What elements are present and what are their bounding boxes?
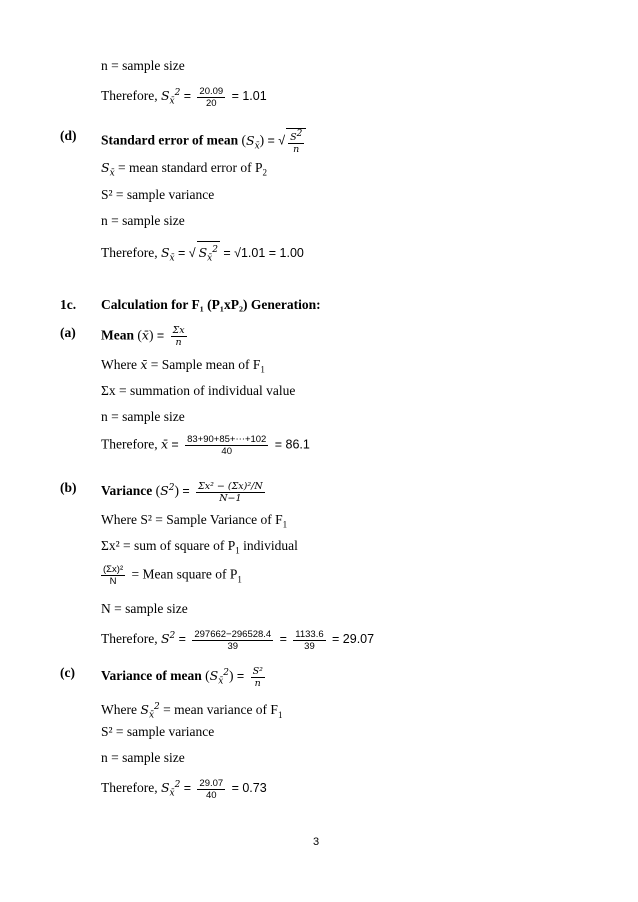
page-number: 3	[313, 836, 320, 848]
text-line: Σx² = sum of square of $P_1$ individual	[101, 538, 298, 556]
text-line: Where S² = Sample Variance of $F_1$	[101, 512, 288, 530]
text-line: n = sample size	[101, 409, 185, 424]
equation-line: Therefore, $S_{x̄}$ = √ $S_{x̄}^2 = √1.01 = 1.00$	[101, 241, 304, 267]
section-label: (c)	[60, 665, 75, 680]
text-line: n = sample size	[101, 750, 185, 765]
text-line: Where $S_{x̄}^2$ = mean variance of $F_1$	[101, 702, 283, 721]
heading: Variance $(S^2)$ = $\frac{\text{Σx² − (Σx)²/N}}{N-1}$	[101, 480, 263, 504]
section-label: (b)	[60, 480, 77, 495]
equation-line: Therefore, $S^2$ = $\frac{297662-296528.4}{39}$ = $\frac{1133.6}{39}$ = 29.07	[101, 628, 375, 652]
text-line: S² = sample variance	[101, 724, 215, 739]
text-line: n = sample size	[101, 58, 185, 73]
fraction: $\frac{20.09}{20}$	[199, 85, 224, 109]
equation-line: Therefore, $S_{x̄}^2$ = $\frac{29.07}{40}$ = 0.73	[101, 777, 267, 801]
text-line: Σx = summation of individual value	[101, 383, 296, 398]
section-label: (d)	[60, 128, 77, 143]
section-label: (a)	[60, 325, 76, 340]
text-line: N = sample size	[101, 601, 188, 616]
equation-line: Therefore, $S_{x̄}^2$ = $\frac{20.09}{20}$ = 1.01	[101, 85, 267, 109]
text-line: Where x̄ = Sample mean of $F_1$	[101, 357, 265, 375]
result: = 1.01	[231, 89, 267, 104]
section-label: 1c.	[60, 297, 77, 312]
text: Therefore,	[101, 88, 158, 104]
text-line: n = sample size	[101, 213, 185, 228]
heading: Mean (x̄) = $\frac{\Sigma x}{n}$	[101, 325, 185, 348]
heading: Variance of mean $(S_{x̄}^2)$ = $\frac{\text{S²}}{n}$	[101, 665, 263, 689]
text-line: $S_{x̄}$ = mean standard error of $P_2$	[101, 160, 267, 179]
section-title: Calculation for F₁ (P₁xP₂) Generation:	[101, 297, 321, 312]
equation-line: Therefore, x̄ = $\frac{83+90+85+\cdots+102}{40}$ = 86.1	[101, 434, 310, 457]
heading: Standard error of mean $(S_{x̄})$ = √ $\frac{S^2}{n}$	[101, 128, 309, 155]
text-line: S² = sample variance	[101, 187, 215, 202]
text-line: $\frac{\text{(Σx)²}}{N}$ = Mean square of $P_1$	[103, 564, 242, 587]
